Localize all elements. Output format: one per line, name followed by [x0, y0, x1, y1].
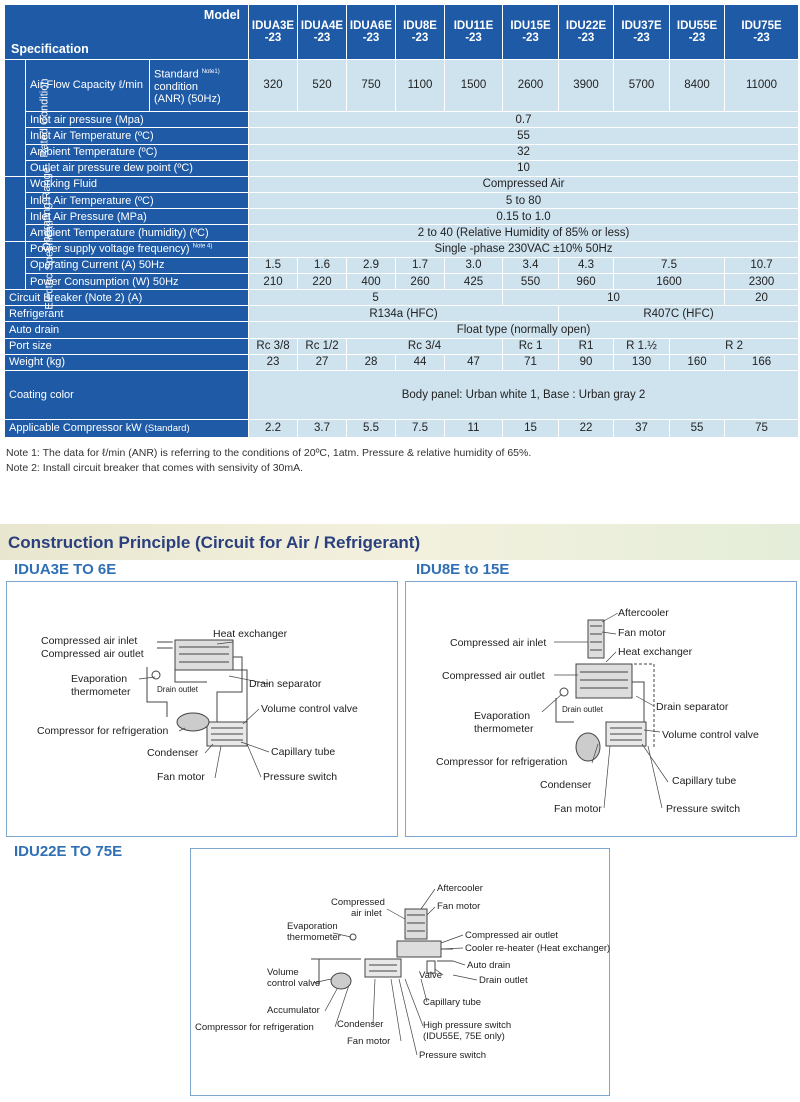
model-col-header: IDUA3E -23	[249, 5, 298, 60]
table-cell: 0.7	[249, 112, 799, 128]
table-cell: 5700	[614, 59, 670, 112]
table-cell: R 1.½	[614, 338, 670, 354]
label-air-inlet: air inlet	[351, 908, 382, 919]
table-cell: 3900	[559, 59, 614, 112]
label-drain-separator: Drain separator	[656, 701, 729, 713]
table-cell: 71	[503, 354, 559, 370]
table-cell: 75	[725, 419, 799, 437]
category-electric: Electric Specificati	[5, 241, 26, 290]
label-drain-outlet: Drain outlet	[157, 685, 198, 694]
table-cell: R 2	[670, 338, 799, 354]
model-col-header: IDUA6E -23	[347, 5, 396, 60]
label-high-pressure-switch: High pressure switch	[423, 1020, 512, 1031]
table-cell: 28	[347, 354, 396, 370]
label-fan-motor: Fan motor	[554, 803, 602, 815]
table-cell: 1100	[396, 59, 445, 112]
label-compressed-air-inlet: Compressed air inlet	[450, 637, 547, 649]
table-cell: Body panel: Urban white 1, Base : Urban gray 2	[249, 370, 799, 419]
note-2: Note 2: Install circuit breaker that comes with sensivity of 30mA.	[6, 462, 304, 474]
section-title: Construction Principle (Circuit for Air / Refrigerant)	[8, 533, 421, 552]
row-label-auto-drain: Auto drain	[5, 322, 249, 338]
row-label-port-size: Port size	[5, 338, 249, 354]
table-cell: 425	[445, 273, 503, 289]
label-thermometer: thermometer	[287, 932, 341, 943]
model-col-header: IDU75E -23	[725, 5, 799, 60]
label-condenser: Condenser	[337, 1019, 384, 1030]
table-cell: 1.6	[298, 257, 347, 273]
row-label-ambient-temp: Ambient Temperature (ºC)	[26, 144, 249, 160]
label-volume-control-valve: Volume control valve	[662, 729, 759, 741]
table-cell: Float type (normally open)	[249, 322, 799, 338]
table-cell: 7.5	[396, 419, 445, 437]
table-cell: 47	[445, 354, 503, 370]
table-cell: 2 to 40 (Relative Humidity of 85% or less)	[249, 225, 799, 241]
row-label-coating: Coating color	[5, 370, 249, 419]
row-label-air-flow: Air Flow Capacity ℓ/min	[26, 59, 150, 112]
table-cell: 2300	[725, 273, 799, 289]
diagram-2-title: IDU8E to 15E	[416, 561, 510, 578]
diagram-2-circuit	[406, 582, 796, 836]
table-cell: Rc 3/8	[249, 338, 298, 354]
spec-table	[4, 4, 799, 438]
table-cell: 2600	[503, 59, 559, 112]
table-cell: 2.9	[347, 257, 396, 273]
table-cell: 44	[396, 354, 445, 370]
row-label-op-ambient: Ambient Temperature (humidity) (ºC)	[26, 225, 249, 241]
row-label-standard-condition: Standard $^{Note1)}$ condition (ANR) (50Hz)	[150, 59, 249, 112]
row-label-power-consumption: Power Consumption (W) 50Hz	[26, 273, 249, 289]
category-rated-condition: Rated Condition	[5, 59, 26, 176]
table-cell: 10.7	[725, 257, 799, 273]
label-fan-motor: Fan motor	[157, 771, 205, 783]
table-cell: 160	[670, 354, 725, 370]
table-cell: 960	[559, 273, 614, 289]
footnotes	[6, 446, 531, 476]
label-compressor: Compressor for refrigeration	[37, 725, 169, 737]
model-col-header: IDU11E -23	[445, 5, 503, 60]
table-cell: 130	[614, 354, 670, 370]
table-cell: 3.0	[445, 257, 503, 273]
model-heading: Model	[203, 8, 241, 22]
label-compressed-air-outlet: Compressed air outlet	[442, 670, 545, 682]
table-cell: 210	[249, 273, 298, 289]
table-cell: 90	[559, 354, 614, 370]
diagram-3-frame	[190, 848, 610, 1096]
table-cell: 15	[503, 419, 559, 437]
table-cell: 1600	[614, 273, 725, 289]
table-cell: 32	[249, 144, 799, 160]
label-control-valve: control valve	[267, 978, 321, 989]
table-cell: 5 to 80	[249, 193, 799, 209]
table-cell: R134a (HFC)	[249, 306, 559, 322]
table-cell: 23	[249, 354, 298, 370]
row-label-op-inlet-pressure: Inlet Air Pressure (MPa)	[26, 209, 249, 225]
label-volume-control-valve: Volume control valve	[261, 703, 358, 715]
label-condenser: Condenser	[540, 779, 592, 791]
note-1: Note 1: The data for ℓ/min (ANR) is referring to the conditions of 20ºC, 1atm. Pressure & relative humidity of 65%.	[6, 447, 532, 459]
table-cell: 11000	[725, 59, 799, 112]
table-cell: 7.5	[614, 257, 725, 273]
label-capillary-tube: Capillary tube	[423, 997, 482, 1008]
table-cell: 0.15 to 1.0	[249, 209, 799, 225]
model-col-header: IDUA4E -23	[298, 5, 347, 60]
diagram-1-title: IDUA3E TO 6E	[14, 561, 117, 578]
label-fan-motor-top: Fan motor	[437, 901, 481, 912]
model-col-header: IDU55E -23	[670, 5, 725, 60]
label-compressed: Compressed	[331, 897, 385, 908]
table-cell: 11	[445, 419, 503, 437]
model-col-header: IDU8E -23	[396, 5, 445, 60]
label-capillary-tube: Capillary tube	[271, 746, 336, 758]
label-volume: Volume	[267, 967, 299, 978]
label-heat-exchanger: Heat exchanger	[213, 628, 288, 640]
specification-heading: Specification	[11, 41, 89, 56]
table-cell: 1.7	[396, 257, 445, 273]
category-operating-range: Operating Range	[5, 176, 26, 241]
table-cell: 55	[670, 419, 725, 437]
row-label-compressor: Applicable Compressor kW (Standard)	[5, 419, 249, 437]
label-evaporation: Evaporation	[474, 710, 531, 722]
row-label-inlet-temp: Inlet Air Temperature (ºC)	[26, 128, 249, 144]
table-cell: R407C (HFC)	[559, 306, 799, 322]
table-cell: Single -phase 230VAC ±10% 50Hz	[249, 241, 799, 257]
label-drain-separator: Drain separator	[249, 678, 322, 690]
table-cell: 520	[298, 59, 347, 112]
table-cell: 5.5	[347, 419, 396, 437]
label-fan-motor: Fan motor	[347, 1036, 391, 1047]
label-condenser: Condenser	[147, 747, 199, 759]
table-cell: 550	[503, 273, 559, 289]
table-cell: 22	[559, 419, 614, 437]
label-pressure-switch: Pressure switch	[666, 803, 741, 815]
table-cell: 10	[503, 290, 725, 306]
label-thermometer: thermometer	[474, 723, 534, 735]
row-label-inlet-pressure: Inlet air pressure (Mpa)	[26, 112, 249, 128]
table-cell: 55	[249, 128, 799, 144]
model-col-header: IDU37E -23	[614, 5, 670, 60]
table-cell: Compressed Air	[249, 176, 799, 192]
table-cell: Rc 1	[503, 338, 559, 354]
label-fan-motor-top: Fan motor	[618, 627, 666, 639]
label-aftercooler: Aftercooler	[437, 883, 483, 894]
row-label-refrigerant: Refrigerant	[5, 306, 249, 322]
table-header-corner	[5, 5, 249, 60]
label-cooler-reheater: Cooler re-heater (Heat exchanger)	[465, 943, 611, 954]
row-label-op-current: Operating Current (A) 50Hz	[26, 257, 249, 273]
table-cell: 5	[249, 290, 503, 306]
row-label-op-inlet-temp: Inlet Air Temperature (ºC)	[26, 193, 249, 209]
label-heat-exchanger: Heat exchanger	[618, 646, 693, 658]
label-compressor: Compressor for refrigeration	[436, 756, 568, 768]
label-pressure-switch: Pressure switch	[419, 1050, 487, 1061]
label-aftercooler: Aftercooler	[618, 607, 669, 619]
table-cell: 166	[725, 354, 799, 370]
diagram-1-frame	[6, 581, 398, 837]
label-drain-outlet: Drain outlet	[562, 705, 603, 714]
table-cell: 4.3	[559, 257, 614, 273]
table-cell: R1	[559, 338, 614, 354]
table-cell: 8400	[670, 59, 725, 112]
table-cell: 1500	[445, 59, 503, 112]
diagram-3-title: IDU22E TO 75E	[14, 843, 123, 860]
label-pressure-switch: Pressure switch	[263, 771, 338, 783]
table-cell: 20	[725, 290, 799, 306]
model-col-header: IDU22E -23	[559, 5, 614, 60]
table-cell: 3.7	[298, 419, 347, 437]
table-cell: 37	[614, 419, 670, 437]
label-evaporation: Evaporation	[287, 921, 338, 932]
table-cell: Rc 3/4	[347, 338, 503, 354]
label-drain-outlet: Drain outlet	[479, 975, 528, 986]
table-cell: 1.5	[249, 257, 298, 273]
row-label-dew-point: Outlet air pressure dew point (ºC)	[26, 160, 249, 176]
table-cell: 260	[396, 273, 445, 289]
label-hps-note: (IDU55E, 75E only)	[423, 1031, 505, 1042]
label-compressor: Compressor for refrigeration	[195, 1022, 314, 1033]
label-capillary-tube: Capillary tube	[672, 775, 737, 787]
label-compressed-air-inlet: Compressed air inlet	[41, 635, 138, 647]
label-thermometer: thermometer	[71, 686, 131, 698]
table-cell: 400	[347, 273, 396, 289]
diagram-3-circuit	[191, 849, 609, 1095]
model-col-header: IDU15E -23	[503, 5, 559, 60]
row-label-power-supply: Power supply voltage frequency) $^{Note 4)}$	[26, 241, 249, 257]
row-label-working-fluid: Working Fluid	[26, 176, 249, 192]
table-cell: 2.2	[249, 419, 298, 437]
table-cell: 10	[249, 160, 799, 176]
table-cell: 320	[249, 59, 298, 112]
table-cell: 3.4	[503, 257, 559, 273]
diagram-1-circuit	[7, 582, 397, 836]
row-label-circuit-breaker: Circuit Breaker (Note 2) (A)	[5, 290, 249, 306]
table-cell: 750	[347, 59, 396, 112]
label-valve: Valve	[419, 970, 443, 981]
table-cell: 220	[298, 273, 347, 289]
label-auto-drain: Auto drain	[467, 960, 511, 971]
label-compressed-air-outlet: Compressed air outlet	[41, 648, 144, 660]
label-evaporation: Evaporation	[71, 673, 128, 685]
label-accumulator: Accumulator	[267, 1005, 320, 1016]
row-label-weight: Weight (kg)	[5, 354, 249, 370]
diagram-2-frame	[405, 581, 797, 837]
table-cell: Rc 1/2	[298, 338, 347, 354]
table-cell: 27	[298, 354, 347, 370]
label-compressed-air-outlet: Compressed air outlet	[465, 930, 558, 941]
